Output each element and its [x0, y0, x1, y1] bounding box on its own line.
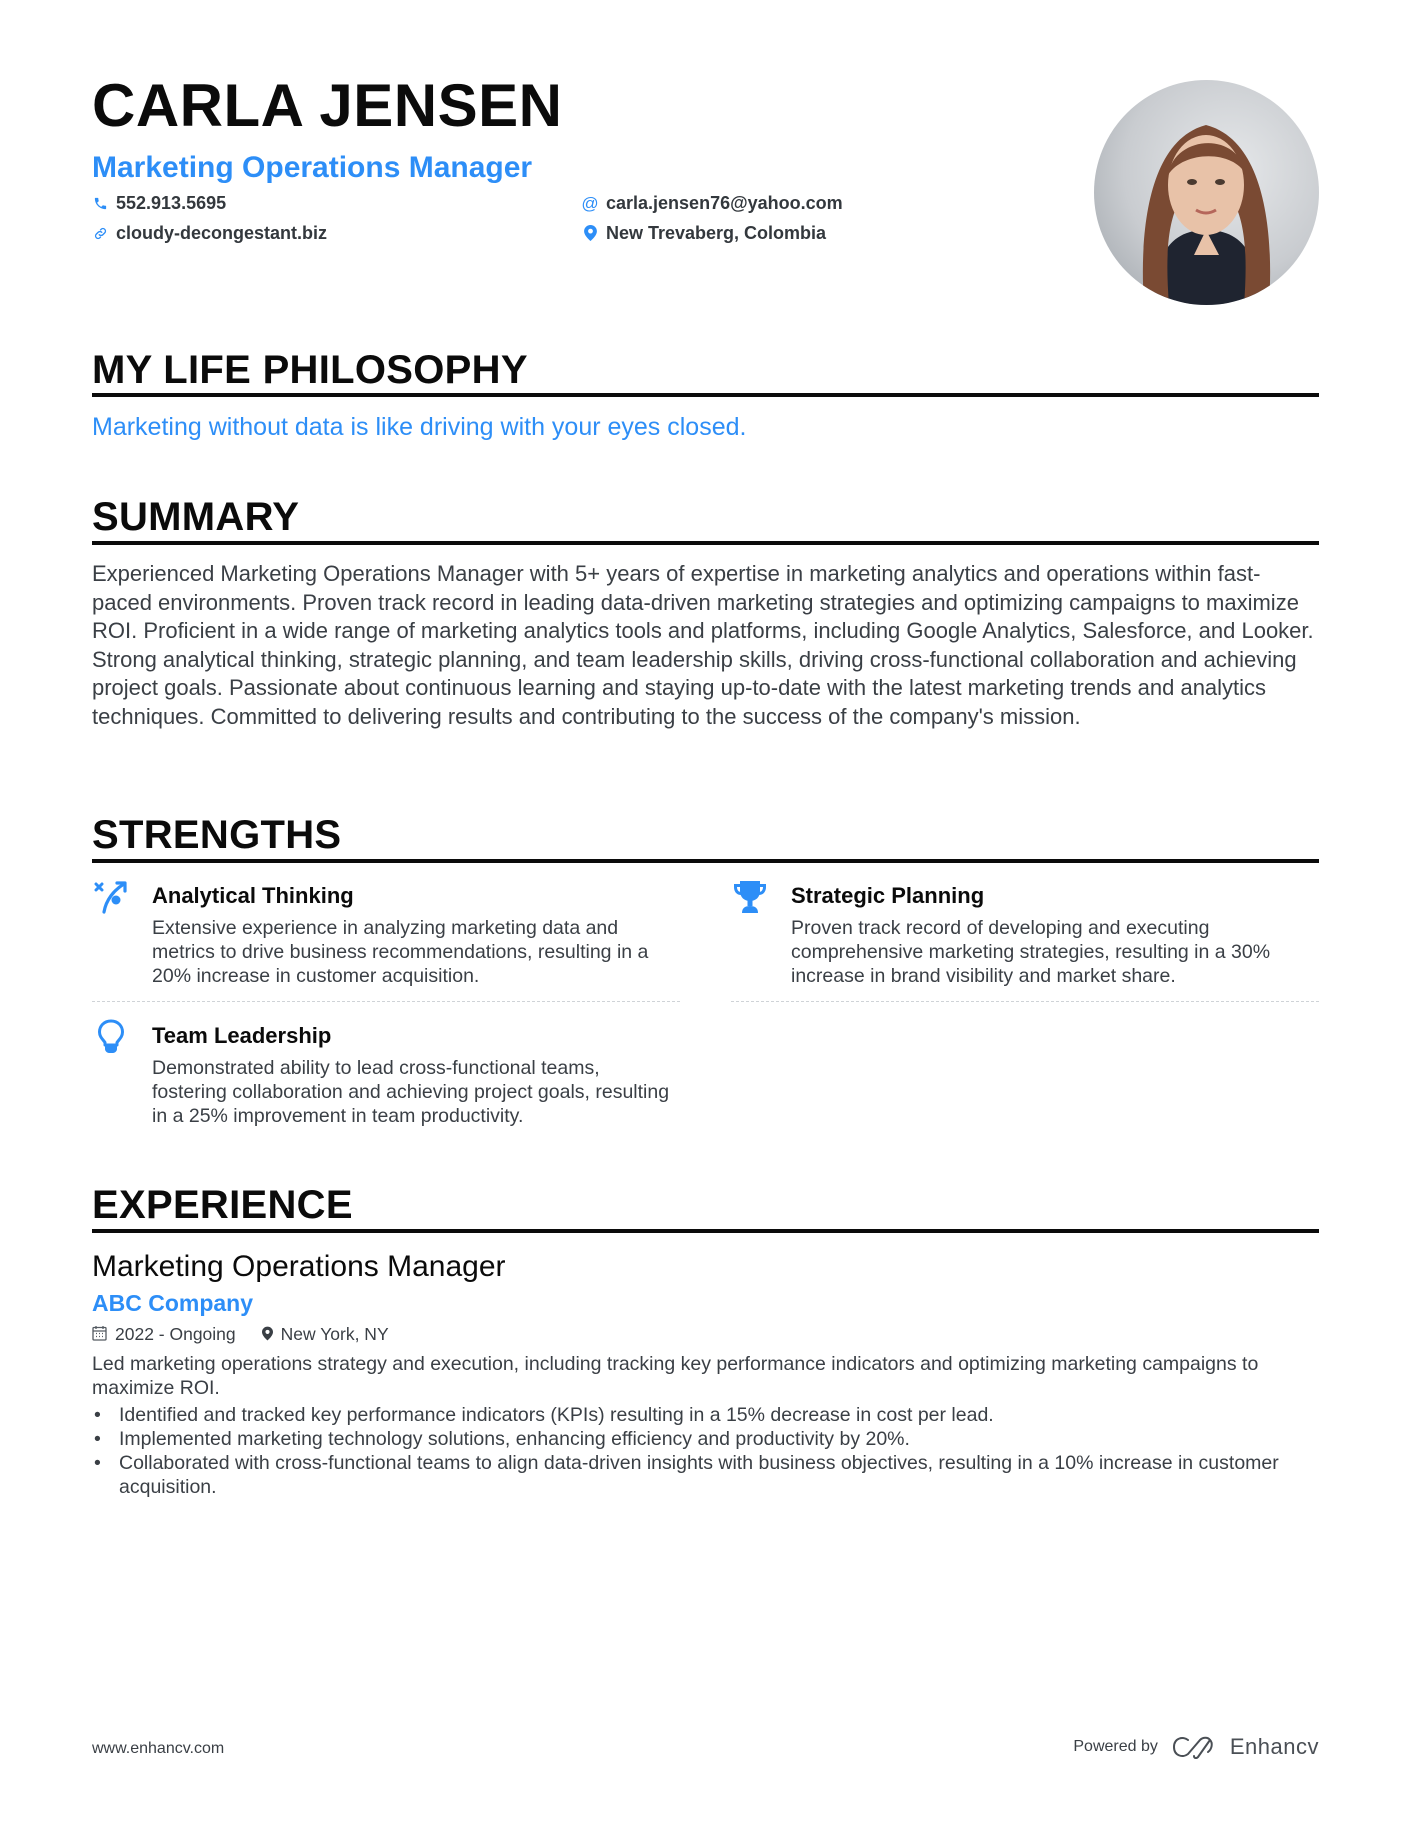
company-name[interactable]: ABC Company: [92, 1290, 254, 1316]
strength-description: Demonstrated ability to lead cross-functional teams, fostering collaboration and achieving project goals, resulting in a 25% improvement in team productivity.: [152, 1057, 670, 1127]
strength-description: Extensive experience in analyzing marketing data and metrics to drive business recommendations, resulting in a 20% increase in customer acquisition.: [152, 917, 649, 987]
achievement-bullet: • Identified and tracked key performance indicators (KPIs) resulting in a 15% decrease in cost per lead.: [92, 1403, 1319, 1427]
brand-name: Enhancv: [1229, 1734, 1319, 1759]
strengths-heading: STRENGTHS: [92, 813, 342, 857]
phone-icon: [92, 195, 108, 211]
email-text[interactable]: carla.jensen76@yahoo.com: [606, 193, 843, 213]
achievement-bullet: • Collaborated with cross-functional teams to align data-driven insights with business objectives, resulting in a 10% increase in customer acquisition.: [92, 1451, 1319, 1499]
strength-separator: [92, 1001, 680, 1002]
philosophy-divider: [92, 393, 1319, 397]
experience-heading: EXPERIENCE: [92, 1183, 353, 1227]
strength-title: Strategic Planning: [791, 883, 985, 908]
link-icon: [92, 225, 108, 241]
strength-title: Analytical Thinking: [152, 883, 354, 908]
map-pin-icon: [582, 225, 598, 241]
strengths-divider: [92, 859, 1319, 863]
job-meta: [92, 1325, 389, 1345]
job-location-text: New York, NY: [280, 1324, 389, 1344]
phone-text: 552.913.5695: [116, 193, 227, 213]
at-icon: @: [581, 193, 599, 213]
achievement-bullet: • Implemented marketing technology solutions, enhancing efficiency and productivity by 20%.: [92, 1427, 1319, 1451]
experience-divider: [92, 1229, 1319, 1233]
candidate-name: CARLA JENSEN: [92, 72, 563, 139]
resume-page: [92, 0, 1319, 1826]
website-text[interactable]: cloudy-decongestant.biz: [116, 223, 328, 243]
portrait-illustration: [1094, 80, 1319, 305]
summary-divider: [92, 541, 1319, 545]
contact-email[interactable]: [582, 194, 843, 212]
strength-title: Team Leadership: [152, 1023, 332, 1048]
enhancv-logo[interactable]: [1172, 1734, 1319, 1760]
candidate-headline: Marketing Operations Manager: [92, 151, 533, 184]
footer-branding[interactable]: [1073, 1734, 1319, 1760]
lightbulb-icon: [92, 1018, 130, 1056]
location-text: New Trevaberg, Colombia: [606, 223, 827, 243]
contact-phone: [92, 194, 226, 212]
job-dates-text: 2022 - Ongoing: [115, 1324, 236, 1344]
enhancv-logo-icon: [1172, 1735, 1218, 1759]
contact-location: [582, 224, 826, 242]
job-location: [262, 1326, 389, 1345]
strength-separator: [731, 1001, 1319, 1002]
strategy-play-icon: [92, 878, 130, 916]
summary-text: Experienced Marketing Operations Manager with 5+ years of expertise in marketing analytics and operations within fast-paced environments. Proven track record in leading data-driven marketing strategies and optimizing campaigns to maximize ROI. Proficient in a wide range of marketing analytics tools and platforms, including Google Analytics, Salesforce, and Looker. Strong analytical thinking, strategic planning, and team leadership skills, driving cross-functional collaboration and achieving project goals. Passionate about continuous learning and staying up-to-date with the latest marketing trends and analytics techniques. Committed to delivering results and contributing to the success of the company's mission.: [92, 561, 1314, 729]
philosophy-heading: MY LIFE PHILOSOPHY: [92, 348, 528, 392]
job-title: Marketing Operations Manager: [92, 1250, 506, 1283]
profile-photo: [1094, 80, 1319, 305]
calendar-icon: [92, 1325, 107, 1345]
strength-description: Proven track record of developing and executing comprehensive marketing strategies, resulting in a 30% increase in brand visibility and market share.: [791, 917, 1271, 987]
map-pin-icon: [262, 1326, 273, 1345]
powered-by-label: Powered by: [1073, 1738, 1158, 1755]
philosophy-quote: Marketing without data is like driving with your eyes closed.: [92, 413, 747, 441]
trophy-icon: [731, 878, 769, 916]
job-achievements: [92, 1403, 1319, 1499]
summary-heading: SUMMARY: [92, 495, 300, 539]
contact-website[interactable]: [92, 224, 327, 242]
footer-website[interactable]: www.enhancv.com: [92, 1740, 225, 1757]
job-description: Led marketing operations strategy and execution, including tracking key performance indicators and optimizing marketing campaigns to maximize ROI.: [92, 1353, 1259, 1399]
job-dates: [92, 1325, 236, 1345]
